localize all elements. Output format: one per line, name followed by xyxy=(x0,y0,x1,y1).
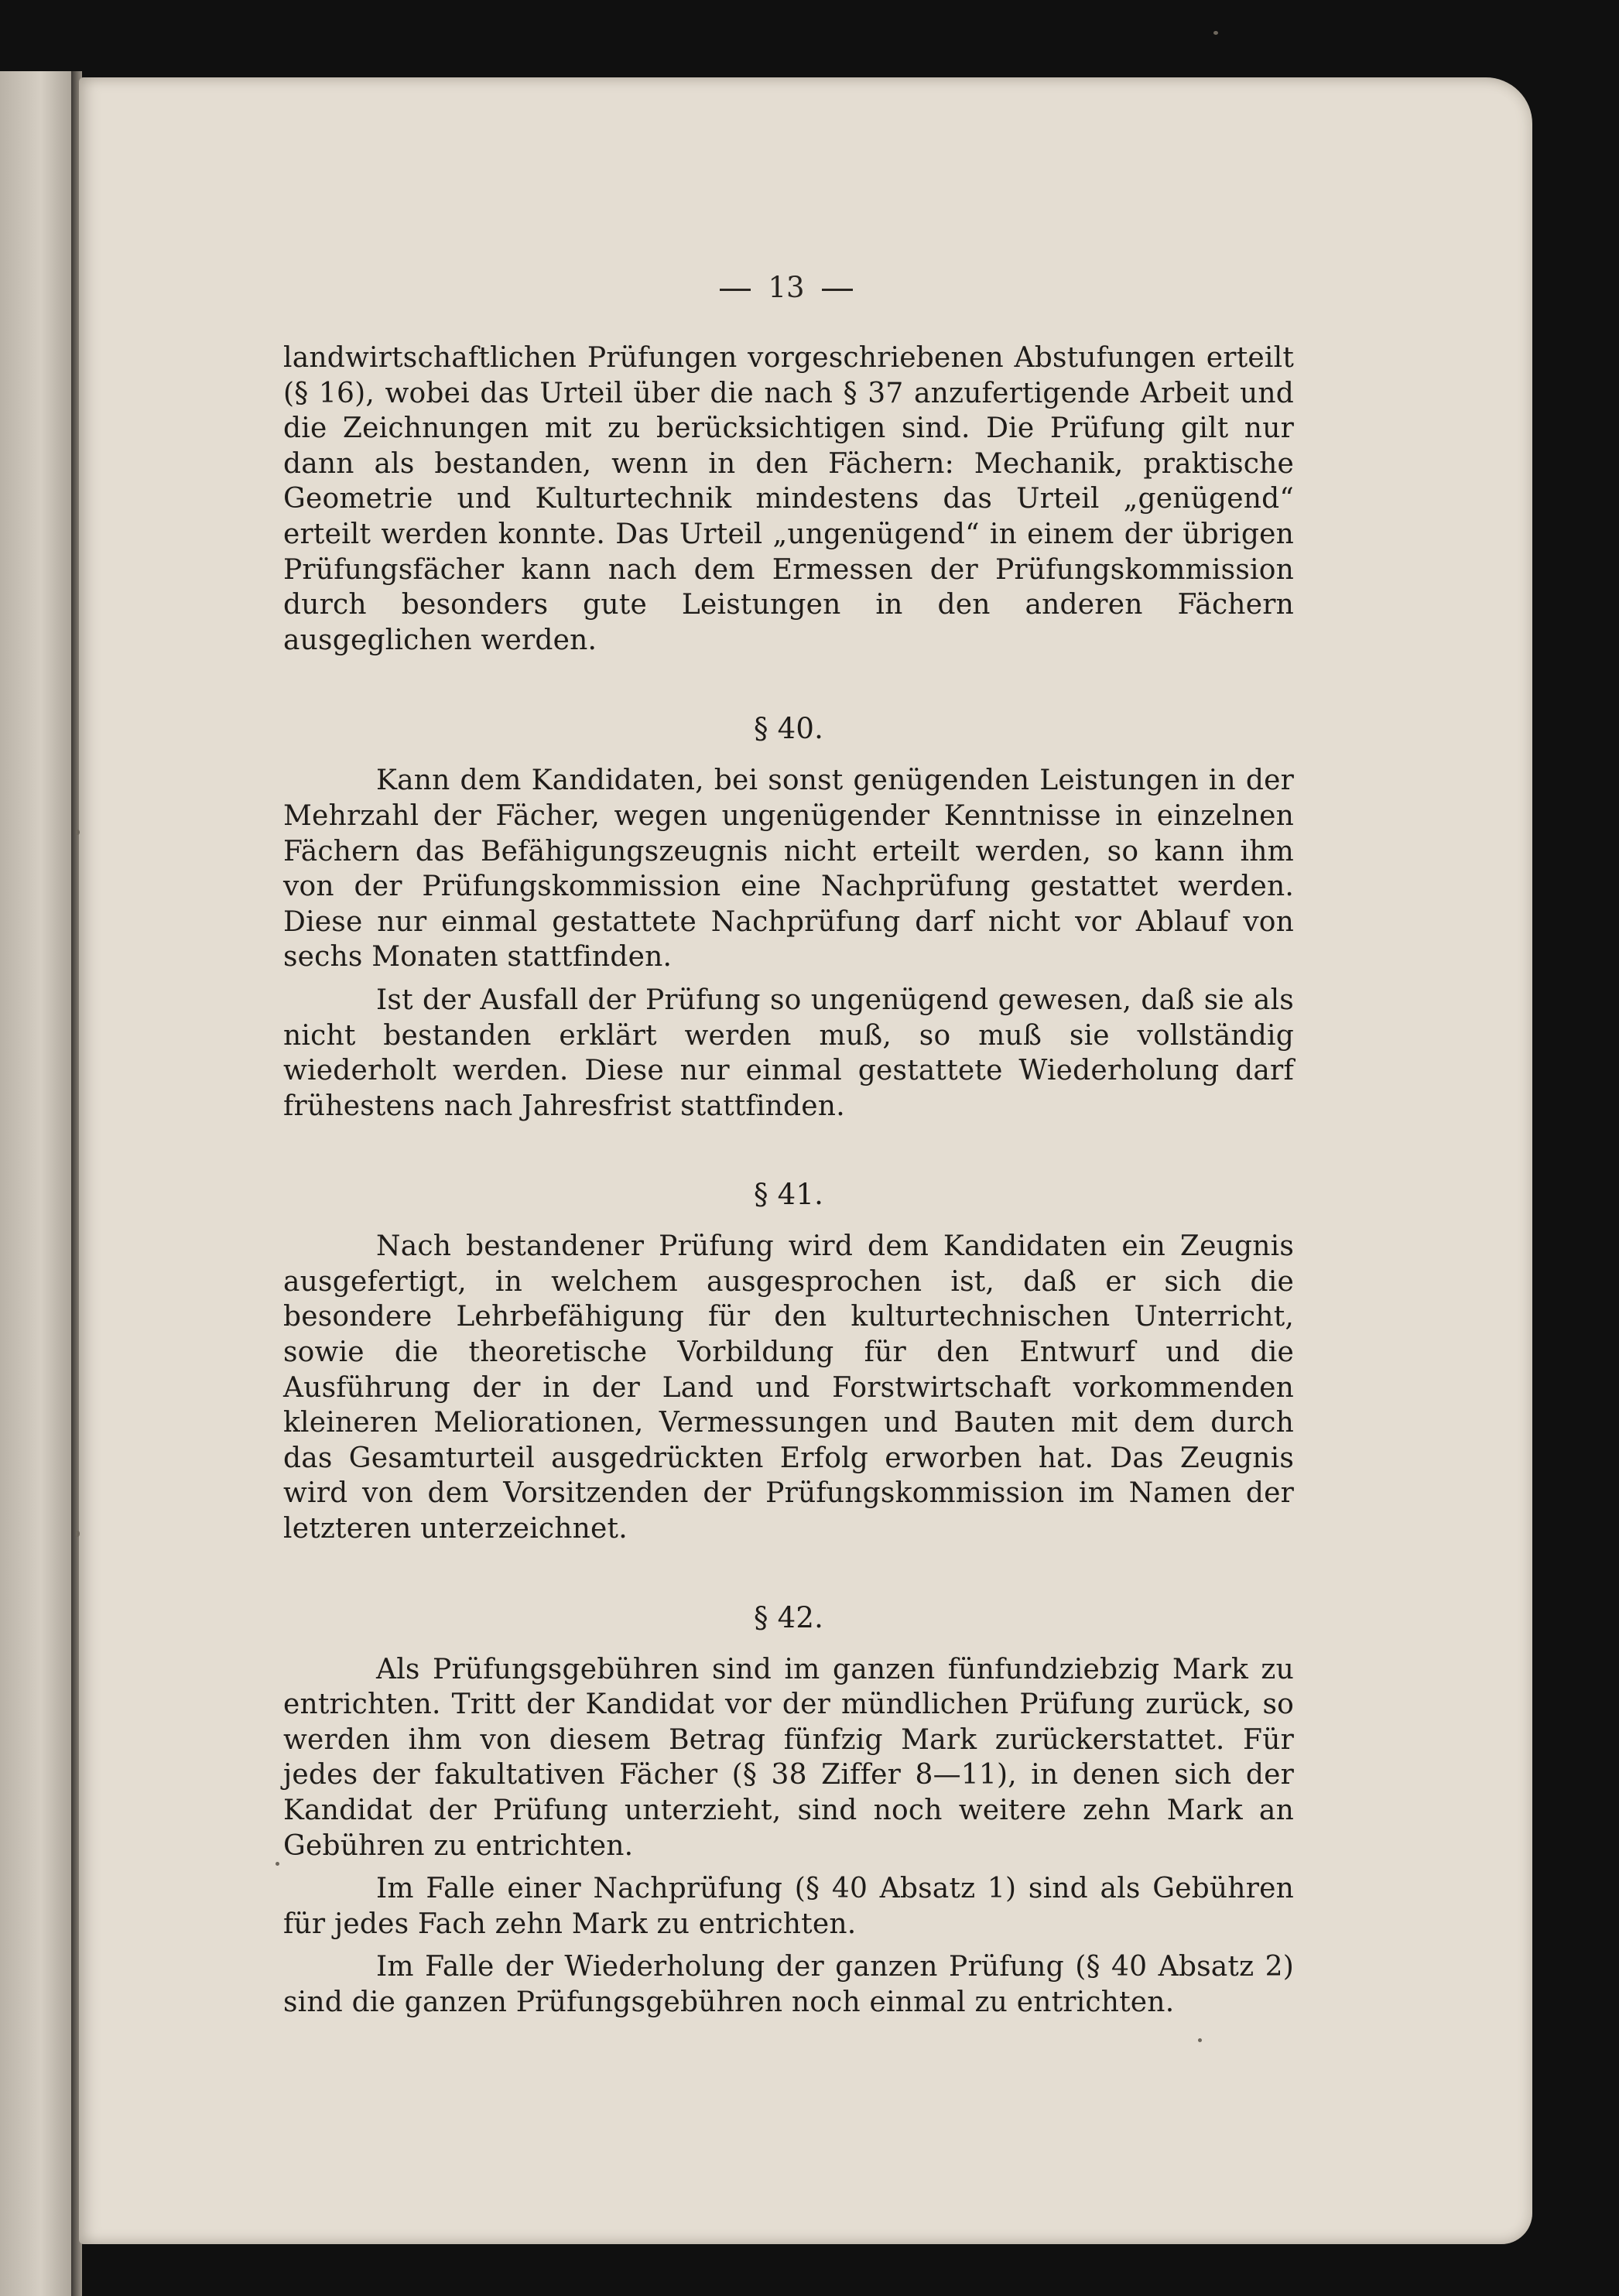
dust-speck xyxy=(76,1531,80,1537)
dust-speck xyxy=(276,1862,279,1866)
section-42-paragraph-1: Als Prüfungsgebühren sind im ganzen fünfundziebzig Mark zu entrichten. Tritt der Kandidat vor der mündlichen Prüfung zurück, so werden ihm von diesem Betrag fünfzig Mark zurückerstattet. Für jedes der fakultativen Fächer (§ 38 Ziffer 8—11), in denen sich der Kandidat der Prüfung unterzieht, sind noch weitere zehn Mark an Gebühren zu entrichten. xyxy=(283,1653,1294,1862)
dust-speck xyxy=(1198,2038,1202,2042)
section-heading-42: § 42. xyxy=(753,1600,824,1634)
section-42-paragraph-2: Im Falle einer Nachprüfung (§ 40 Absatz 1) sind als Gebühren für jedes Fach zehn Mark zu entrichten. xyxy=(283,1873,1294,1940)
dust-speck xyxy=(76,830,80,835)
previous-page-edge xyxy=(0,71,74,2296)
dash-left xyxy=(720,289,751,291)
section-heading-40: § 40. xyxy=(753,712,824,746)
section-40-paragraph-2: Ist der Ausfall der Prüfung so ungenügend gewesen, daß sie als nicht bestanden erklärt werden muß, so muß sie vollständig wiederholt werden. Diese nur einmal gestattete Wiederholung darf frühestens nach Jahresfrist stattfinden. xyxy=(283,984,1294,1122)
dash-right xyxy=(822,289,853,291)
section-42-paragraph-3: Im Falle der Wiederholung der ganzen Prüfung (§ 40 Absatz 2) sind die ganzen Prüfungsgebühren noch einmal zu entrichten. xyxy=(283,1951,1294,2018)
section-heading-41: § 41. xyxy=(753,1178,824,1212)
paragraph-continued: landwirtschaftlichen Prüfungen vorgeschriebenen Abstufungen erteilt (§ 16), wobei das Urteil über die nach § 37 anzufertigende Arbeit und die Zeichnungen mit zu berücksichtigen sind. Die Prüfung gilt nur dann als bestanden, wenn in den Fächern: Mechanik, praktische Geometrie und Kulturtechnik mindestens das Urteil „genügend“ erteilt werden konnte. Das Urteil „ungenügend“ in einem der übrigen Prüfungsfächer kann nach dem Ermessen der Prüfungskommission durch besonders gute Leistungen in den anderen Fächern ausgeglichen werden. xyxy=(283,342,1294,656)
section-41-paragraph-1: Nach bestandener Prüfung wird dem Kandidaten ein Zeugnis ausgefertigt, in welchem ausgesprochen ist, daß er sich die besondere Lehrbefähigung für den kulturtechnischen Unterricht, sowie die theoretische Vorbildung für den Entwurf und die Ausführung der in der Land und Forstwirtschaft vorkommenden kleineren Meliorationen, Vermessungen und Bauten mit dem durch das Gesamturteil ausgedrückten Erfolg erworben hat. Das Zeugnis wird von dem Vorsitzenden der Prüfungskommission im Namen der letzteren unterzeichnet. xyxy=(283,1230,1294,1545)
dust-speck xyxy=(1213,31,1218,35)
body-text xyxy=(283,340,1294,2021)
section-40-paragraph-1: Kann dem Kandidaten, bei sonst genügenden Leistungen in der Mehrzahl der Fächer, wegen ungenügender Kenntnisse in einzelnen Fächern das Befähigungszeugnis nicht erteilt werden, so kann ihm von der Prüfungskommission eine Nachprüfung gestattet werden. Diese nur einmal gestattete Nachprüfung darf nicht vor Ablauf von sechs Monaten stattfinden. xyxy=(283,765,1294,973)
page-number xyxy=(0,271,1573,304)
page-number-value: 13 xyxy=(768,271,805,304)
